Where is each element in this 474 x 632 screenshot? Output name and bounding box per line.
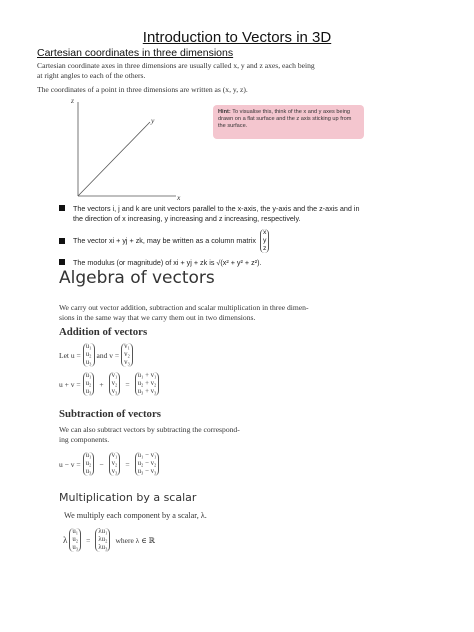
- heading-addition: Addition of vectors: [59, 326, 148, 338]
- matrix-entry: u₂: [72, 536, 79, 543]
- cartesian-para1-line2: at right angles to each of the others.: [37, 71, 146, 80]
- addition-equation: [59, 372, 161, 396]
- bullet-square-icon: [59, 238, 65, 244]
- matrix-entry: y: [262, 237, 267, 244]
- matrix-entry: u₂: [85, 460, 92, 467]
- z-axis-label: z: [71, 96, 74, 105]
- matrix-entry: u₁: [85, 452, 92, 459]
- matrix-entry: v₂: [111, 380, 118, 387]
- vector-sum: [135, 372, 160, 396]
- bullet-column-matrix: [59, 229, 271, 253]
- matrix-entry: u₃: [72, 544, 79, 551]
- column-matrix-xyz: [260, 229, 269, 253]
- subtraction-equation: [59, 452, 161, 476]
- bullet-modulus: [59, 258, 261, 268]
- matrix-entry: v₃: [111, 388, 118, 395]
- bullet-unit-vectors-line2: the direction of x increasing, y increasing and z increasing, respectively.: [73, 214, 301, 223]
- bullet-unit-vectors: [59, 204, 359, 214]
- axes-diagram: [58, 96, 198, 202]
- bullet-unit-vectors-line1: The vectors i, j and k are unit vectors parallel to the x-axis, the y-axis and the z-axis and in: [73, 204, 360, 213]
- page-title: Introduction to Vectors in 3D: [142, 29, 332, 46]
- scalar-where: where λ ∈ ℝ: [115, 535, 155, 545]
- plus-operator: +: [99, 379, 104, 389]
- matrix-entry: v₂: [124, 351, 130, 358]
- hint-box: [213, 105, 364, 139]
- matrix-entry: u₃: [85, 359, 92, 366]
- matrix-entry: λu₃: [98, 544, 108, 551]
- heading-subtraction: Subtraction of vectors: [59, 408, 161, 420]
- y-axis-label: y: [151, 116, 155, 125]
- lambda-symbol: λ: [63, 535, 68, 545]
- equals-operator: =: [125, 379, 130, 389]
- matrix-entry: v₃: [111, 468, 118, 475]
- hint-text: To visualise this, think of the x and y axes being drawn on a flat surface and the z axis sticking up from the surface.: [218, 109, 352, 129]
- algebra-intro-line1: We carry out vector addition, subtraction and scalar multiplication in three dimen-: [59, 303, 309, 312]
- matrix-entry: u₂ − v₂: [137, 460, 157, 467]
- cartesian-para2: The coordinates of a point in three dimensions are written as (x, y, z).: [37, 85, 248, 94]
- x-axis-label: x: [177, 193, 181, 202]
- addition-lhs: u + v =: [59, 379, 81, 389]
- minus-operator: −: [99, 459, 104, 469]
- matrix-entry: v₂: [111, 460, 118, 467]
- subtraction-text-line2: ing components.: [59, 435, 110, 444]
- subtraction-lhs: u − v =: [59, 459, 81, 469]
- matrix-entry: u₃ − v₃: [137, 468, 157, 475]
- matrix-entry: x: [262, 229, 267, 236]
- and-v-label: and v =: [96, 350, 120, 360]
- matrix-entry: z: [262, 245, 267, 252]
- vector-v: [109, 372, 121, 396]
- matrix-entry: u₁: [72, 528, 79, 535]
- matrix-entry: v₁: [124, 343, 130, 350]
- matrix-entry: v₃: [124, 359, 130, 366]
- matrix-entry: v₁: [111, 452, 118, 459]
- vector-u: [83, 343, 95, 367]
- subtraction-text-line1: We can also subtract vectors by subtracting the correspond-: [59, 425, 240, 434]
- matrix-entry: u₁: [85, 372, 92, 379]
- matrix-entry: λu₂: [98, 536, 108, 543]
- addition-definition: [59, 343, 135, 367]
- vector-u: [69, 528, 81, 552]
- matrix-entry: u₃: [85, 468, 92, 475]
- hint-label: Hint:: [218, 109, 231, 115]
- vector-u: [83, 452, 95, 476]
- bullet-square-icon: [59, 259, 65, 265]
- equals-operator: =: [125, 459, 130, 469]
- cartesian-para1-line1: Cartesian coordinate axes in three dimensions are usually called x, y and z axes, each being: [37, 61, 315, 70]
- vector-v: [109, 452, 121, 476]
- matrix-entry: u₂: [85, 380, 92, 387]
- scalar-text: We multiply each component by a scalar, λ.: [64, 511, 207, 520]
- matrix-entry: u₁: [85, 343, 92, 350]
- matrix-entry: λu₁: [98, 528, 108, 535]
- vector-v: [121, 343, 133, 367]
- section-heading-cartesian: Cartesian coordinates in three dimensions: [37, 47, 234, 59]
- bullet-modulus-text: The modulus (or magnitude) of xi + yj + zk is √(x² + y² + z²).: [73, 258, 262, 267]
- matrix-entry: u₃: [85, 388, 92, 395]
- matrix-entry: u₃ + v₃: [137, 388, 157, 395]
- matrix-entry: u₁ − v₁: [137, 452, 157, 459]
- algebra-intro-line2: sions in the same way that we carry them out in two dimensions.: [59, 313, 256, 322]
- scalar-equation: [63, 528, 155, 552]
- let-u-label: Let u =: [59, 350, 81, 360]
- vector-difference: [135, 452, 160, 476]
- bullet-column-matrix-text: The vector xi + yj + zk, may be written as a column matrix: [73, 236, 256, 245]
- matrix-entry: u₂: [85, 351, 92, 358]
- section-heading-algebra: Algebra of vectors: [59, 268, 215, 288]
- bullet-square-icon: [59, 205, 65, 211]
- matrix-entry: u₁ + v₁: [137, 372, 157, 379]
- equals-operator: =: [86, 535, 91, 545]
- vector-scaled: [95, 528, 110, 552]
- matrix-entry: u₂ + v₂: [137, 380, 157, 387]
- heading-scalar: Multiplication by a scalar: [59, 491, 197, 504]
- matrix-entry: v₁: [111, 372, 118, 379]
- vector-u: [83, 372, 95, 396]
- y-axis-line: [78, 122, 150, 196]
